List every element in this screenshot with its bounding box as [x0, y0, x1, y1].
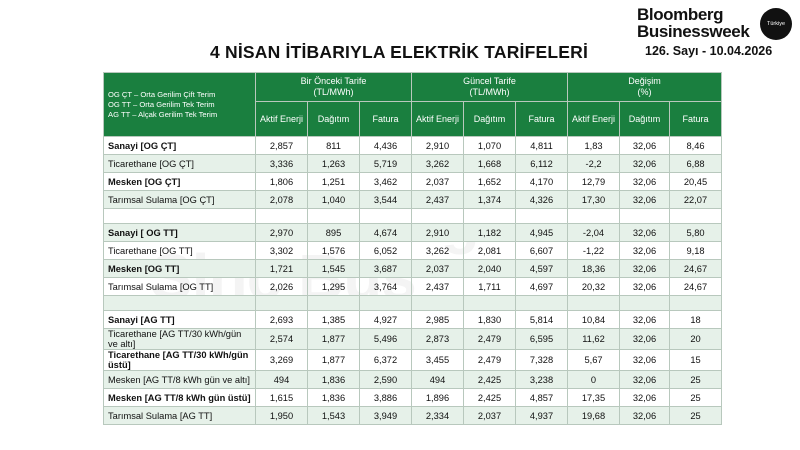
logo-line-2: Businessweek: [637, 22, 750, 41]
table-cell: 15: [670, 350, 722, 371]
table-row: [104, 350, 722, 371]
tariff-table: [103, 72, 722, 425]
table-cell: 32,06: [620, 389, 670, 407]
table-cell: 17,30: [568, 191, 620, 209]
table-cell: -1,22: [568, 242, 620, 260]
table-cell: 1,070: [464, 137, 516, 155]
table-cell: 4,170: [516, 173, 568, 191]
table-cell: 811: [308, 137, 360, 155]
table-cell: 1,576: [308, 242, 360, 260]
row-label: Ticarethane [OG ÇT]: [104, 155, 256, 173]
table-cell: 1,711: [464, 278, 516, 296]
table-cell: 32,06: [620, 137, 670, 155]
table-cell: 32,06: [620, 278, 670, 296]
table-cell: 2,970: [256, 224, 308, 242]
table-cell: 0: [568, 371, 620, 389]
brand-logo: [637, 6, 749, 40]
table-cell: 1,721: [256, 260, 308, 278]
table-cell: 19,68: [568, 407, 620, 425]
table-cell: 2,479: [464, 329, 516, 350]
table-row: [104, 311, 722, 329]
table-row: [104, 155, 722, 173]
table-cell: 1,806: [256, 173, 308, 191]
table-cell: 3,269: [256, 350, 308, 371]
table-row: [104, 389, 722, 407]
logo-badge: Türkiye: [760, 8, 792, 40]
table-cell: 4,597: [516, 260, 568, 278]
table-cell: 32,06: [620, 224, 670, 242]
table-cell: 3,462: [360, 173, 412, 191]
table-cell: 6,372: [360, 350, 412, 371]
table-cell: 1,668: [464, 155, 516, 173]
table-cell: 4,945: [516, 224, 568, 242]
table-cell: 1,830: [464, 311, 516, 329]
table-cell: 17,35: [568, 389, 620, 407]
table-cell: 6,88: [670, 155, 722, 173]
table-cell: 6,607: [516, 242, 568, 260]
table-cell: 2,026: [256, 278, 308, 296]
table-cell: 5,496: [360, 329, 412, 350]
table-cell: 25: [670, 371, 722, 389]
col-header-fatura: Fatura: [670, 102, 722, 137]
col-header-fatura: Fatura: [516, 102, 568, 137]
table-cell: 1,374: [464, 191, 516, 209]
table-cell: 3,764: [360, 278, 412, 296]
col-header-aktif-enerji: Aktif Enerji: [568, 102, 620, 137]
table-cell: 9,18: [670, 242, 722, 260]
table-cell: 32,06: [620, 173, 670, 191]
table-cell: 6,052: [360, 242, 412, 260]
table-cell: 24,67: [670, 260, 722, 278]
table-cell: 1,877: [308, 329, 360, 350]
row-label: Sanayi [ OG TT]: [104, 224, 256, 242]
col-header-dagitim: Dağıtım: [620, 102, 670, 137]
legend-line: OG TT – Orta Gerilim Tek Terim: [108, 99, 215, 109]
group-header-previous: Bir Önceki Tarife (TL/MWh): [256, 73, 412, 102]
table-cell: 3,238: [516, 371, 568, 389]
logo-line-1: Bloomberg: [637, 5, 724, 24]
legend-line: OG ÇT – Orta Gerilim Çift Terim: [108, 89, 216, 99]
table-cell: 2,479: [464, 350, 516, 371]
table-cell: 2,425: [464, 389, 516, 407]
table-cell: 3,336: [256, 155, 308, 173]
table-cell: 3,886: [360, 389, 412, 407]
table-row: [104, 371, 722, 389]
page-title: 4 NİSAN İTİBARIYLA ELEKTRİK TARİFELERİ: [210, 42, 589, 62]
group-header-change: Değişim (%): [568, 73, 722, 102]
col-header-dagitim: Dağıtım: [308, 102, 360, 137]
table-cell: 494: [256, 371, 308, 389]
table-cell: 2,037: [464, 407, 516, 425]
table-cell: 1,836: [308, 389, 360, 407]
table-cell: 20,45: [670, 173, 722, 191]
table-cell: 3,302: [256, 242, 308, 260]
row-label: Mesken [AG TT/8 kWh gün ve altı]: [104, 371, 256, 389]
table-cell: 20,32: [568, 278, 620, 296]
table-row: [104, 137, 722, 155]
table-row: [104, 173, 722, 191]
table-cell: -2,2: [568, 155, 620, 173]
table-cell: 895: [308, 224, 360, 242]
table-cell: 3,262: [412, 242, 464, 260]
table-cell: 2,037: [412, 173, 464, 191]
row-label: Tarımsal Sulama [AG TT]: [104, 407, 256, 425]
table-cell: 32,06: [620, 329, 670, 350]
table-row: [104, 224, 722, 242]
table-cell: 3,262: [412, 155, 464, 173]
table-row: [104, 260, 722, 278]
legend-line: AG TT – Alçak Gerilim Tek Terim: [108, 109, 218, 119]
legend-cell: [104, 73, 256, 137]
table-cell: 1,263: [308, 155, 360, 173]
table-cell: 32,06: [620, 371, 670, 389]
table-cell: 1,385: [308, 311, 360, 329]
row-label: Ticarethane [OG TT]: [104, 242, 256, 260]
table-cell: 4,937: [516, 407, 568, 425]
table-cell: 4,697: [516, 278, 568, 296]
table-cell: 5,80: [670, 224, 722, 242]
table-cell: 24,67: [670, 278, 722, 296]
table-cell: 2,857: [256, 137, 308, 155]
table-cell: 1,652: [464, 173, 516, 191]
col-header-aktif-enerji: Aktif Enerji: [256, 102, 308, 137]
table-cell: 2,693: [256, 311, 308, 329]
table-cell: 1,836: [308, 371, 360, 389]
table-cell: 32,06: [620, 350, 670, 371]
table-cell: 32,06: [620, 155, 670, 173]
table-cell: 2,873: [412, 329, 464, 350]
issue-info: 126. Sayı - 10.04.2026: [645, 44, 773, 58]
table-cell: 6,595: [516, 329, 568, 350]
table-cell: 1,251: [308, 173, 360, 191]
table-cell: 1,182: [464, 224, 516, 242]
table-cell: 3,544: [360, 191, 412, 209]
row-label: Tarımsal Sulama [OG ÇT]: [104, 191, 256, 209]
table-cell: 18: [670, 311, 722, 329]
table-cell: 2,985: [412, 311, 464, 329]
table-cell: 1,83: [568, 137, 620, 155]
table-cell: 2,040: [464, 260, 516, 278]
table-cell: 3,949: [360, 407, 412, 425]
table-row: [104, 278, 722, 296]
table-cell: 4,857: [516, 389, 568, 407]
table-cell: 1,896: [412, 389, 464, 407]
section-spacer: [104, 296, 722, 311]
table-cell: 32,06: [620, 260, 670, 278]
table-cell: 6,112: [516, 155, 568, 173]
table-cell: 494: [412, 371, 464, 389]
table-cell: 2,574: [256, 329, 308, 350]
table-cell: -2,04: [568, 224, 620, 242]
row-label: Mesken [OG ÇT]: [104, 173, 256, 191]
table-cell: 18,36: [568, 260, 620, 278]
table-cell: 12,79: [568, 173, 620, 191]
section-spacer: [104, 209, 722, 224]
table-cell: 4,674: [360, 224, 412, 242]
table-row: [104, 407, 722, 425]
col-header-fatura: Fatura: [360, 102, 412, 137]
table-cell: 1,543: [308, 407, 360, 425]
table-cell: 25: [670, 389, 722, 407]
table-cell: 1,295: [308, 278, 360, 296]
row-label: Tarımsal Sulama [OG TT]: [104, 278, 256, 296]
row-label: Mesken [AG TT/8 kWh gün üstü]: [104, 389, 256, 407]
table-cell: 1,040: [308, 191, 360, 209]
table-cell: 2,425: [464, 371, 516, 389]
table-cell: 11,62: [568, 329, 620, 350]
table-row: [104, 242, 722, 260]
row-label: Sanayi [OG ÇT]: [104, 137, 256, 155]
table-cell: 2,590: [360, 371, 412, 389]
row-label: Sanayi [AG TT]: [104, 311, 256, 329]
table-cell: 4,927: [360, 311, 412, 329]
table-cell: 5,814: [516, 311, 568, 329]
table-cell: 10,84: [568, 311, 620, 329]
table-row: [104, 191, 722, 209]
table-cell: 32,06: [620, 407, 670, 425]
table-cell: 2,910: [412, 137, 464, 155]
table-cell: 5,719: [360, 155, 412, 173]
table-cell: 2,081: [464, 242, 516, 260]
col-header-aktif-enerji: Aktif Enerji: [412, 102, 464, 137]
row-label: Ticarethane [AG TT/30 kWh/gün üstü]: [104, 350, 256, 371]
table-cell: 20: [670, 329, 722, 350]
table-cell: 3,455: [412, 350, 464, 371]
table-cell: 2,910: [412, 224, 464, 242]
row-label: Mesken [OG TT]: [104, 260, 256, 278]
table-row: [104, 329, 722, 350]
group-header-current: Güncel Tarife (TL/MWh): [412, 73, 568, 102]
table-cell: 1,950: [256, 407, 308, 425]
table-cell: 25: [670, 407, 722, 425]
table-cell: 8,46: [670, 137, 722, 155]
table-cell: 2,078: [256, 191, 308, 209]
table-cell: 4,811: [516, 137, 568, 155]
table-cell: 5,67: [568, 350, 620, 371]
table-body: [104, 137, 722, 425]
table-cell: 7,328: [516, 350, 568, 371]
table-cell: 1,545: [308, 260, 360, 278]
table-cell: 4,436: [360, 137, 412, 155]
table-cell: 22,07: [670, 191, 722, 209]
table-cell: 3,687: [360, 260, 412, 278]
row-label: Ticarethane [AG TT/30 kWh/gün ve altı]: [104, 329, 256, 350]
table-cell: 32,06: [620, 242, 670, 260]
table-cell: 1,615: [256, 389, 308, 407]
table-cell: 2,437: [412, 278, 464, 296]
table-cell: 2,037: [412, 260, 464, 278]
table-cell: 32,06: [620, 191, 670, 209]
table-cell: 4,326: [516, 191, 568, 209]
col-header-dagitim: Dağıtım: [464, 102, 516, 137]
table-cell: 1,877: [308, 350, 360, 371]
table-cell: 2,437: [412, 191, 464, 209]
table-cell: 32,06: [620, 311, 670, 329]
table-cell: 2,334: [412, 407, 464, 425]
